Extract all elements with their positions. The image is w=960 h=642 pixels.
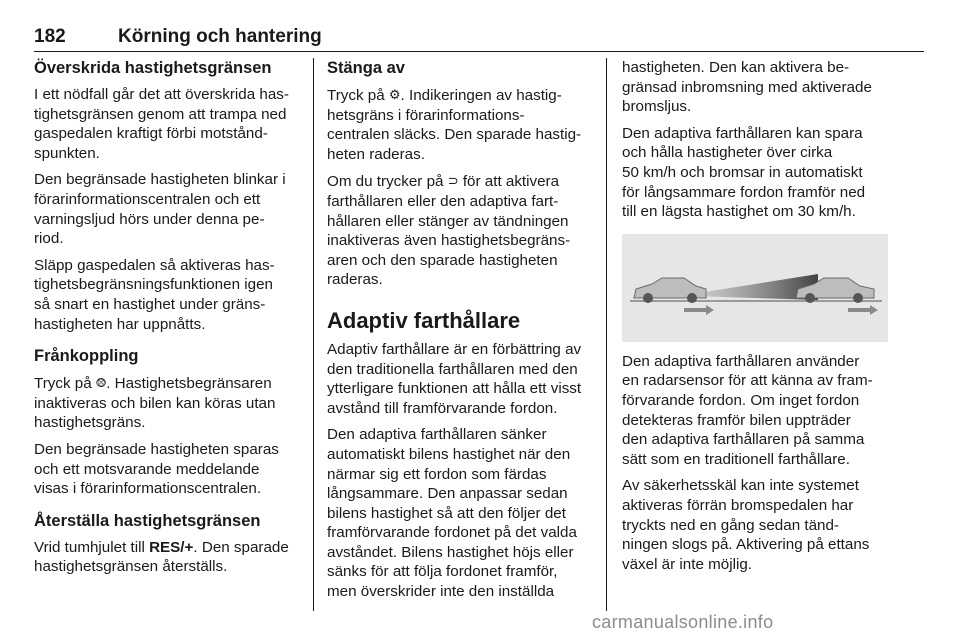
heading-adaptiv-farthallare: Adaptiv farthållare	[327, 307, 521, 333]
cruise-control-icon: ⊃	[447, 173, 459, 189]
paragraph: Tryck på ⨷. Hastighetsbegränsaren inaktiveras och bilen kan köras utan hastighetsgräns.	[34, 375, 276, 432]
paragraph: Tryck på ⚙. Indikeringen av hastig- hetsgräns i förarinformations- centralen släcks. Den sparade hastig- heten raderas.	[327, 87, 582, 163]
column-1	[34, 58, 300, 584]
column-divider-1	[313, 58, 314, 611]
paragraph: Den adaptiva farthållaren kan spara och hålla hastigheter över cirka 50 km/h och bromsar in automatiskt för långsammare fordon framför ned till en lägsta hastighet om 30 km/h.	[622, 124, 866, 221]
column-divider-2	[606, 58, 607, 611]
front-direction-arrow-icon	[848, 305, 878, 315]
speed-limiter-off-icon: ⨷	[95, 375, 107, 391]
heading-frankoppling: Frånkoppling	[34, 347, 139, 366]
paragraph: hastigheten. Den kan aktivera be- gränsad inbromsning med aktiverade bromsljus.	[622, 59, 872, 116]
heading-overskrida: Överskrida hastighetsgränsen	[34, 59, 272, 77]
paragraph: Adaptiv farthållare är en förbättring av den traditionella farthållaren med den ytterligare funktionen att hålla ett visst avstånd till framförvarande fordon.	[327, 340, 582, 417]
radar-illustration	[622, 234, 888, 342]
paragraph: Den begränsade hastigheten sparas och ett motsvarande meddelande visas i förarinformationscentralen.	[34, 440, 279, 498]
page-header	[34, 26, 924, 50]
paragraph: Den begränsade hastigheten blinkar i förarinformationscentralen och ett varningsljud hörs under denna pe- riod.	[34, 171, 286, 248]
page-number: 182	[34, 26, 66, 47]
column-2	[327, 58, 593, 609]
chapter-title: Körning och hantering	[118, 26, 322, 47]
road-line	[630, 300, 882, 302]
res-label: RES/+	[149, 538, 194, 556]
heading-aterstalla: Återställa hastighetsgränsen	[34, 511, 261, 530]
header-divider	[34, 51, 924, 52]
speed-limiter-icon: ⚙	[388, 87, 401, 102]
column-3	[622, 58, 888, 581]
paragraph: Vrid tumhjulet till RES/+. Den sparade hastighetsgränsen återställs.	[34, 538, 289, 576]
paragraph: Den adaptiva farthållaren använder en radarsensor för att känna av fram- förvarande fordon. Om inget fordon detekteras framför bilen uppträder den adaptiva farthållaren på samma sätt som en traditionell farthållare.	[622, 352, 873, 468]
paragraph: Släpp gaspedalen så aktiveras has- tighetsbegränsningsfunktionen igen så snart en hastighet under gräns- hastigheten har uppnåtts.	[34, 256, 275, 333]
radar-illustration-svg	[622, 234, 888, 342]
heading-stanga-av: Stänga av	[327, 59, 405, 77]
paragraph: Den adaptiva farthållaren sänker automatiskt bilens hastighet när den närmar sig ett fordon som färdas långsammare. Den anpassar sedan bilens hastighet så att den följer det framförvarande fordonet på det valda avståndet. Bilens hastighet höjs eller sänks för att följa fordonet framför, men överskrider inte den inställda	[327, 426, 577, 601]
paragraph: Av säkerhetsskäl kan inte systemet aktiveras förrän bromspedalen har tryckts ned en gång sedan tänd- ningen slogs på. Aktivering på ettans växel är inte möjlig.	[622, 477, 870, 573]
rear-direction-arrow-icon	[684, 305, 714, 315]
watermark: carmanualsonline.info	[592, 612, 774, 632]
rear-car-icon	[634, 278, 706, 303]
paragraph: Om du trycker på ⊃ för att aktivera farthållaren eller den adaptiva fart- hållaren eller stänger av tändningen inaktiveras även hastighetsbegräns- aren och den sparade hastigheten raderas.	[327, 173, 571, 289]
paragraph: I ett nödfall går det att överskrida has- tighetsgränsen genom att trampa ned gaspedalen kraftigt förbi motstånd- spunkten.	[34, 86, 289, 162]
